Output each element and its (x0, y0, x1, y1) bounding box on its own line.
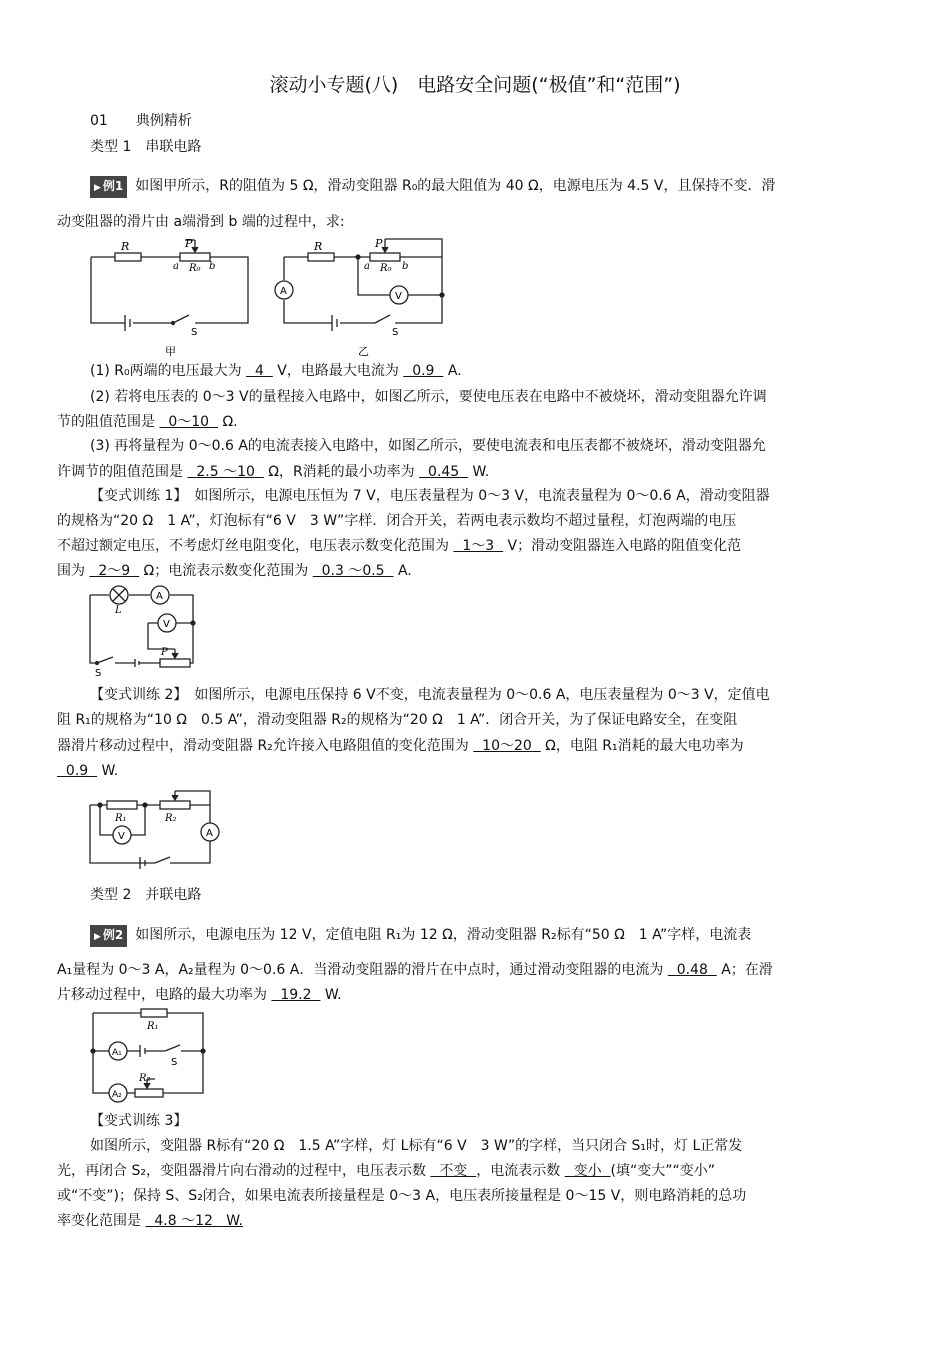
section-heading (90, 112, 192, 130)
ex1-text-1: 如图甲所示，R的阻值为 5 Ω，滑动变阻器 R₀的最大阻值为 40 Ω，电源电压为 4.5 V，且保持不变．滑 (135, 178, 776, 194)
ammeter-symbol: A (280, 286, 287, 297)
answer: 2.5 ～10 (196, 464, 255, 480)
var1-line4: 围为 2～9 Ω；电流表示数变化范围为 0.3 ～0.5 A. (57, 563, 412, 579)
var2-line1: 【变式训练 2】 如图所示，电源电压保持 6 V不变，电流表量程为 0～0.6 A，电压表量程为 0～3 V，定值电 (90, 687, 770, 703)
ex1-q2-line2: 节的阻值范围是 0～10 Ω. (57, 414, 238, 430)
answer: 1～3 (462, 538, 495, 554)
ammeter-2-symbol: A₂ (112, 1090, 122, 1100)
type2-heading: 类型 2 并联电路 (90, 887, 202, 903)
label-b: b (402, 261, 409, 272)
answer: 2～9 (98, 563, 131, 579)
label-R1: R₁ (115, 813, 127, 824)
circuit-diagram-yi (270, 235, 450, 360)
var2-line2: 阻 R₁的规格为“10 Ω 0.5 A”，滑动变阻器 R₂的规格为“20 Ω 1 A”．闭合开关，为了保证电路安全，在变阻 (57, 712, 738, 728)
circuit-diagram-var1 (85, 583, 205, 678)
var3-line2: 光，再闭合 S₂，变阻器滑片向右滑动的过程中，电压表示数 不变 ，电流表示数 变小 (填“变大”“变小” (57, 1163, 715, 1179)
var1-line1: 【变式训练 1】 如图所示，电源电压恒为 7 V，电压表量程为 0～3 V，电流表量程为 0～0.6 A，滑动变阻器 (90, 488, 770, 504)
answer: 0～10 (168, 414, 210, 430)
page-title: 滚动小专题(八) 电路安全问题(“极值”和“范围”) (269, 74, 681, 96)
label-R0: R₀ (189, 263, 201, 274)
label-S: S (191, 327, 198, 338)
answer: 变小 (573, 1163, 602, 1179)
label-a: a (173, 261, 179, 272)
ammeter-1-symbol: A₁ (112, 1048, 122, 1058)
ammeter-symbol: A (156, 591, 163, 602)
ammeter-symbol: A (206, 828, 213, 839)
answer: 19.2 (280, 987, 312, 1003)
label-P: P (375, 237, 383, 250)
type1-heading: 类型 1 串联电路 (90, 139, 202, 155)
voltmeter-symbol: V (163, 619, 170, 630)
var1-line3: 不超过额定电压，不考虑灯丝电阻变化，电压表示数变化范围为 1～3 V；滑动变阻器连入电路的阻值变化范 (57, 538, 742, 554)
answer: 0.3 ～0.5 (321, 563, 385, 579)
ex1-line1 (90, 176, 775, 198)
label-P: P (161, 647, 168, 658)
label-b: b (209, 261, 216, 272)
var1-line2: 的规格为“20 Ω 1 A”，灯泡标有“6 V 3 W”字样．闭合开关，若两电表示数均不超过量程，灯泡两端的电压 (57, 513, 737, 529)
label-L: L (115, 605, 122, 616)
var2-line4: 0.9 W. (57, 762, 118, 780)
ex2-line1 (90, 925, 751, 947)
label-R2: R₂ (165, 813, 177, 824)
answer: 0.48 (676, 962, 708, 978)
circuit-diagram-jia (85, 235, 255, 360)
label-S: S (95, 668, 102, 678)
answer: 4.8 ～12 (154, 1213, 213, 1229)
answer: 0.45 (428, 464, 460, 480)
figure-label-yi: 乙 (358, 345, 369, 358)
voltmeter-symbol: V (395, 291, 402, 302)
example-badge: ▶ 例1 (90, 176, 127, 198)
answer: 0.9 (65, 763, 89, 779)
section-number: 01 (90, 113, 108, 129)
section-name: 典例精析 (135, 113, 192, 129)
ex1-line2: 动变阻器的滑片由 a端滑到 b 端的过程中，求: (57, 214, 345, 230)
figure-label-jia: 甲 (165, 345, 176, 358)
label-S: S (171, 1057, 178, 1068)
var3-line1: 如图所示，变阻器 R标有“20 Ω 1.5 A”字样，灯 L标有“6 V 3 W”的字样，当只闭合 S₁时，灯 L正常发 (90, 1138, 743, 1154)
circuit-diagram-ex2 (85, 1003, 215, 1108)
label-R2: R₂ (139, 1073, 151, 1084)
ex1-q2-line1: (2) 若将电压表的 0～3 V的量程接入电路中，如图乙所示，要使电压表在电路中不被烧坏，滑动变阻器允许调 (90, 389, 767, 405)
answer: 4 (254, 363, 264, 379)
ex2-line3: 片移动过程中，电路的最大功率为 19.2 W. (57, 987, 342, 1003)
answer: 不变 (439, 1163, 468, 1179)
var2-line3: 器滑片移动过程中，滑动变阻器 R₂允许接入电路阻值的变化范围为 10～20 Ω，电阻 R₁消耗的最大电功率为 (57, 738, 744, 754)
var3-line3: 或“不变”)；保持 S、S₂闭合，如果电流表所接量程是 0～3 A，电压表所接量程是 0～15 V，则电路消耗的总功 (57, 1188, 747, 1204)
circuit-diagram-var2 (85, 785, 225, 870)
var3-heading: 【变式训练 3】 (90, 1113, 188, 1129)
voltmeter-symbol: V (118, 831, 125, 842)
ex1-q3-line1: (3) 再将量程为 0～0.6 A的电流表接入电路中，如图乙所示，要使电流表和电压表都不被烧坏，滑动变阻器允 (90, 438, 766, 454)
label-R1: R₁ (147, 1021, 159, 1032)
label-S: S (392, 327, 399, 338)
answer: 10～20 (482, 738, 532, 754)
ex2-text-1: 如图所示，电源电压为 12 V，定值电阻 R₁为 12 Ω，滑动变阻器 R₂标有“50 Ω 1 A”字样，电流表 (135, 927, 752, 943)
ex1-q1: (1) R₀两端的电压最大为 4 V，电路最大电流为 0.9 A. (90, 363, 462, 379)
answer: 0.9 (412, 363, 435, 379)
label-R0: R₀ (380, 263, 392, 274)
ex1-q3-line2: 许调节的阻值范围是 2.5 ～10 Ω，R消耗的最小功率为 0.45 W. (57, 464, 490, 480)
label-R: R (121, 240, 130, 253)
label-R: R (314, 240, 323, 253)
label-P: P (185, 237, 193, 250)
label-a: a (364, 261, 370, 272)
ex2-line2: A₁量程为 0～3 A，A₂量程为 0～0.6 A．当滑动变阻器的滑片在中点时，通过滑动变阻器的电流为 0.48 A；在滑 (57, 962, 773, 978)
var3-line4: 率变化范围是 4.8 ～12 W. (57, 1213, 243, 1229)
example-badge: ▶ 例2 (90, 925, 127, 947)
